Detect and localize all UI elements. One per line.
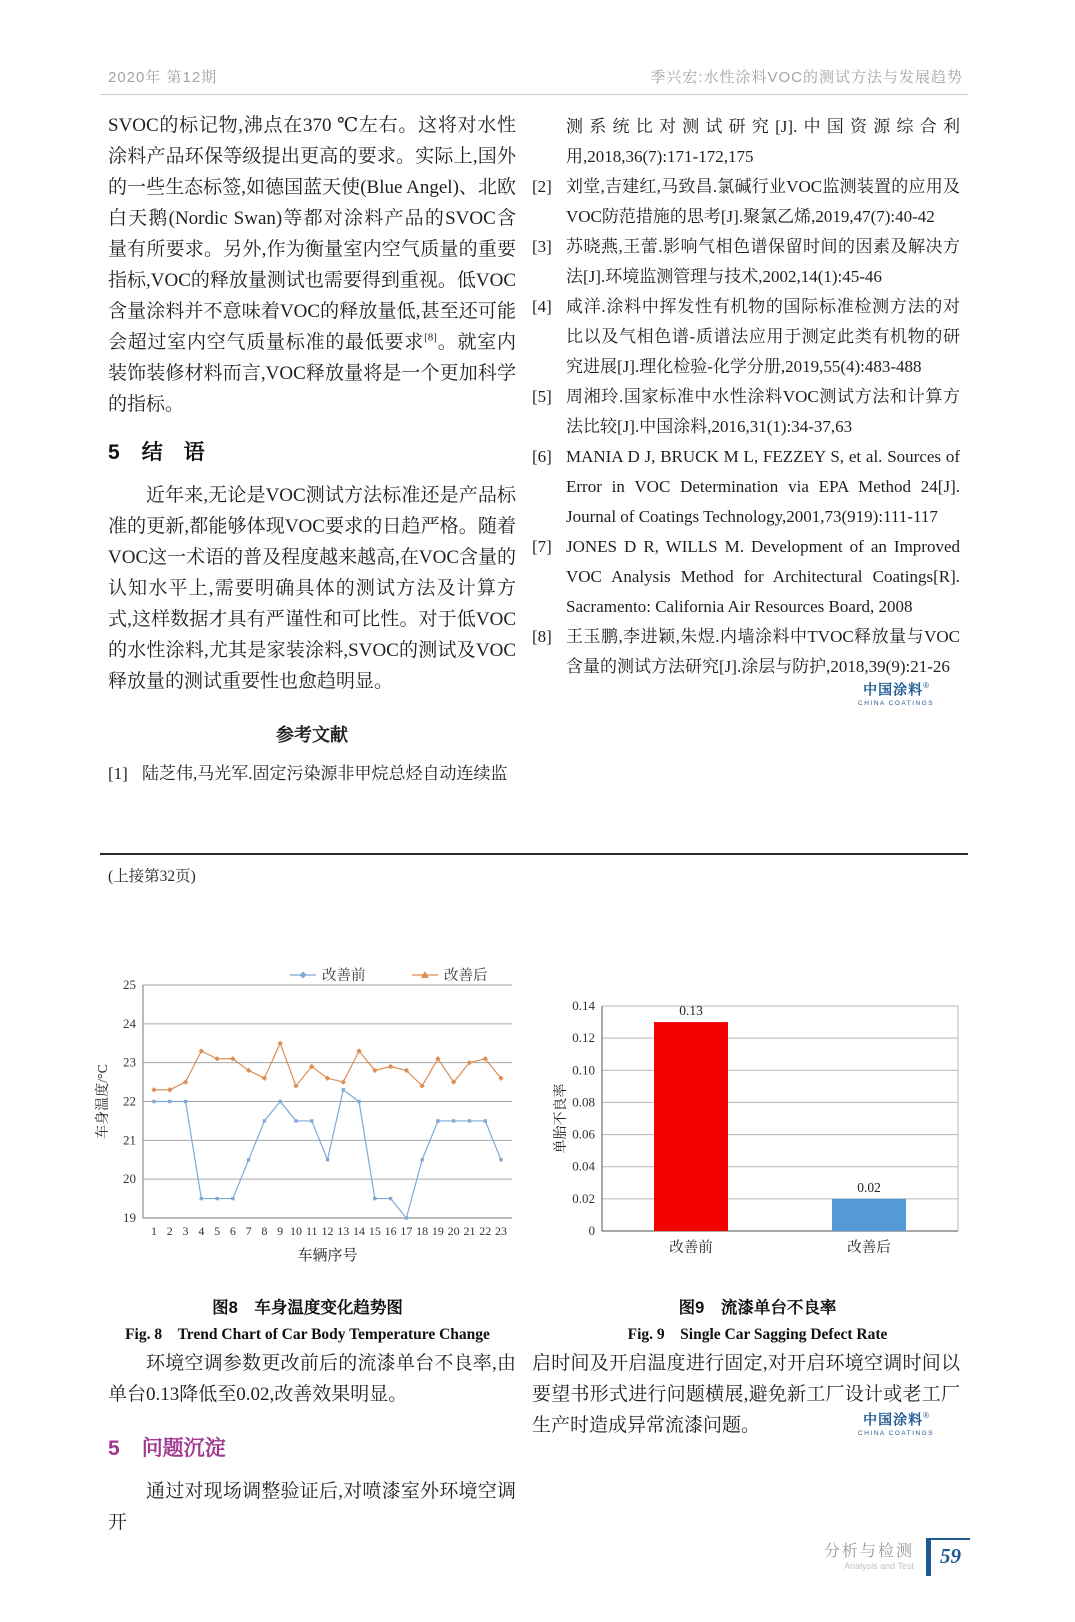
reference-number: [2]	[532, 177, 552, 196]
bottom-left-column	[108, 1348, 516, 1538]
reference-item	[108, 759, 516, 789]
fig9-caption-cn: 图9 流漆单台不良率	[678, 1299, 837, 1317]
logo-cn-text: 中国涂料	[863, 1411, 924, 1428]
svg-text:24: 24	[123, 1015, 136, 1031]
svg-text:0: 0	[588, 1223, 595, 1238]
section-divider-rule	[100, 853, 968, 855]
svg-text:车辆序号: 车辆序号	[297, 1248, 358, 1264]
logo-en-text: CHINA COATINGS	[858, 1430, 935, 1438]
section-heading-problem	[108, 1432, 516, 1462]
reference-text: 王玉鹏,李进颖,朱煜.内墙涂料中TVOC释放量与VOC含量的测试方法研究[J].涂层与防护,2018,39(9):21-26	[566, 627, 960, 676]
fig9-caption-en: Fig. 9 Single Car Sagging Defect Rate	[627, 1326, 888, 1343]
svg-text:0.12: 0.12	[572, 1030, 595, 1046]
reference-number: [6]	[532, 447, 552, 466]
svg-text:22: 22	[479, 1224, 492, 1238]
reference-item	[532, 622, 960, 682]
section-number: 5	[108, 1437, 120, 1460]
footer-cn-text: 分析与检测	[823, 1543, 914, 1560]
reference-item	[532, 382, 960, 442]
top-right-column	[532, 112, 960, 682]
reference-number: [1]	[108, 764, 128, 783]
citation-superscript: [8]	[424, 331, 437, 344]
paragraph-conclusion: 近年来,无论是VOC测试方法标准还是产品标准的更新,都能够体现VOC要求的日趋严格。随着VOC这一术语的普及程度越来越高,在VOC含量的认知水平上,需要明确具体的测试方法及计算方式,这样数据才具有严谨性和可比性。对于低VOC的水性涂料,尤其是家装涂料,SVOC的测试及VOC释放量的测试重要性也愈趋明显。	[108, 485, 516, 692]
reference-text: JONES D R, WILLS M. Development of an Improved VOC Analysis Method for Architectural Coatings[R]. Sacramento: California Air Resources Board, 2008	[566, 537, 960, 616]
svg-text:1: 1	[151, 1224, 157, 1238]
page-number: 59	[926, 1538, 970, 1576]
svg-text:19: 19	[431, 1224, 444, 1238]
svg-text:车身温度/°C: 车身温度/°C	[96, 1064, 111, 1139]
fig8-caption-cn: 图8 车身温度变化趋势图	[212, 1299, 403, 1317]
svg-text:17: 17	[400, 1224, 413, 1238]
paragraph-svoc	[108, 110, 516, 420]
reference-text: 陆芝伟,马光军.固定污染源非甲烷总烃自动连续监	[142, 764, 508, 783]
section-number: 5	[108, 441, 120, 464]
reference-text: 周湘玲.国家标准中水性涂料VOC测试方法和计算方法比较[J].中国涂料,2016,31(1):34-37,63	[566, 387, 960, 436]
svg-text:改善前: 改善前	[322, 968, 366, 984]
reference-item	[532, 112, 960, 172]
footer-section-label	[824, 1542, 914, 1572]
reference-item	[532, 442, 960, 532]
paragraph-problem-continued: 启时间及开启温度进行固定,对开启环境空调时间以要望书形式进行问题横展,避免新工厂设计或老工厂生产时造成异常流漆问题。	[532, 1353, 960, 1436]
svg-text:10: 10	[289, 1224, 302, 1238]
svg-text:22: 22	[123, 1093, 136, 1109]
svg-text:单胎不良率: 单胎不良率	[554, 1083, 569, 1154]
svg-text:5: 5	[214, 1224, 221, 1238]
reference-text: 测系统比对测试研究[J].中国资源综合利用,2018,36(7):171-172,175	[566, 117, 960, 166]
reference-number: [7]	[532, 537, 552, 556]
svg-text:16: 16	[384, 1224, 397, 1238]
svg-text:0.02: 0.02	[572, 1190, 595, 1206]
china-coatings-logo	[858, 682, 934, 708]
svg-text:0.08: 0.08	[572, 1094, 595, 1110]
sagging-defect-rate-bar-chart	[545, 948, 970, 1293]
reference-text: 咸洋.涂料中挥发性有机物的国际标准检测方法的对比以及气相色谱-质谱法应用于测定此类有机物的研究进展[J].理化检验-化学分册,2019,55(4):483-488	[566, 297, 960, 376]
svg-text:6: 6	[229, 1224, 236, 1238]
svg-text:改善前: 改善前	[669, 1240, 713, 1256]
svg-text:0.13: 0.13	[679, 1003, 703, 1019]
svg-text:15: 15	[368, 1224, 381, 1238]
paragraph-improvement-result: 环境空调参数更改前后的流漆单台不良率,由单台0.13降低至0.02,改善效果明显。	[108, 1353, 516, 1405]
reference-item	[532, 232, 960, 292]
reference-text: 刘堂,吉建红,马致昌.氯碱行业VOC监测装置的应用及VOC防范措施的思考[J].聚氯乙烯,2019,47(7):40-42	[566, 177, 960, 226]
reference-number	[532, 112, 566, 172]
svg-text:7: 7	[245, 1224, 252, 1238]
svg-text:4: 4	[198, 1224, 205, 1238]
svg-text:20: 20	[447, 1224, 460, 1238]
svg-text:14: 14	[353, 1224, 366, 1238]
header-issue: 2020年 第12期	[108, 69, 218, 86]
footer-en-text: Analysis and Test	[844, 1561, 914, 1572]
svg-text:13: 13	[337, 1224, 350, 1238]
svg-text:0.06: 0.06	[572, 1126, 595, 1142]
svg-text:改善后: 改善后	[847, 1240, 891, 1256]
svg-text:11: 11	[305, 1224, 318, 1238]
paragraph-problem-start: 通过对现场调整验证后,对喷漆室外环境空调开	[108, 1481, 516, 1533]
car-body-temperature-line-chart	[92, 948, 522, 1293]
paragraph-svoc-text: SVOC的标记物,沸点在370 ℃左右。这将对水性涂料产品环保等级提出更高的要求。实际上,国外的一些生态标签,如德国蓝天使(Blue Angel)、北欧白天鹅(Nordic Swan)等都对涂料产品的SVOC含量有所要求。另外,作为衡量室内空气质量的重要指标,VOC的释放量测试也需要得到重视。低VOC含量涂料并不意味着VOC的释放量低,甚至还可能会超过室内空气质量标准的最低要求	[108, 115, 516, 353]
logo-cn-text: 中国涂料	[863, 681, 924, 698]
svg-text:18: 18	[416, 1224, 429, 1238]
svg-text:2: 2	[166, 1224, 173, 1238]
reference-item	[532, 532, 960, 622]
svg-text:21: 21	[463, 1224, 476, 1238]
fig8-caption-en: Fig. 8 Trend Chart of Car Body Temperature Change	[125, 1326, 490, 1343]
reference-number: [4]	[532, 297, 552, 316]
svg-text:0.14: 0.14	[572, 998, 595, 1013]
svg-text:20: 20	[123, 1171, 136, 1187]
logo-en-text: CHINA COATINGS	[858, 700, 935, 708]
section-title: 问题沉淀	[141, 1437, 226, 1460]
header-rule	[100, 94, 968, 95]
registered-mark-icon: ®	[923, 681, 930, 690]
reference-text: MANIA D J, BRUCK M L, FEZZEY S, et al. Sources of Error in VOC Determination via EPA Method 24[J]. Journal of Coatings Technology,2001,73(919):111-117	[566, 447, 960, 526]
page-footer	[640, 1538, 970, 1576]
reference-number: [8]	[532, 627, 552, 646]
section-title: 结 语	[141, 441, 205, 464]
references-heading: 参考文献	[276, 725, 348, 745]
svg-text:23: 23	[123, 1054, 136, 1070]
reference-number: [3]	[532, 237, 552, 256]
svg-text:0.04: 0.04	[572, 1158, 595, 1174]
svg-text:3: 3	[182, 1224, 189, 1238]
svg-text:改善后: 改善后	[444, 968, 488, 984]
svg-text:23: 23	[495, 1224, 507, 1238]
reference-text: 苏晓燕,王蕾.影响气相色谱保留时间的因素及解决方法[J].环境监测管理与技术,2002,14(1):45-46	[566, 237, 960, 286]
svg-text:21: 21	[123, 1132, 136, 1148]
svg-text:25: 25	[123, 977, 136, 992]
header-running-title: 季兴宏:水性涂料VOC的测试方法与发展趋势	[650, 69, 963, 86]
china-coatings-logo	[858, 1412, 934, 1438]
reference-number: [5]	[532, 387, 552, 406]
paragraph-svoc-text-2: 。就室内装饰装修材料而言,VOC释放量将是一个更加科学的指标。	[108, 332, 516, 415]
svg-text:19: 19	[123, 1210, 136, 1225]
svg-text:9: 9	[277, 1224, 284, 1238]
top-left-column	[108, 110, 516, 789]
section-heading-conclusion	[108, 436, 516, 466]
svg-text:8: 8	[261, 1224, 268, 1238]
reference-item	[532, 292, 960, 382]
registered-mark-icon: ®	[923, 1411, 930, 1420]
svg-text:0.10: 0.10	[572, 1062, 595, 1078]
svg-text:12: 12	[321, 1224, 334, 1238]
reference-item	[532, 172, 960, 232]
svg-text:0.02: 0.02	[857, 1179, 881, 1195]
continued-from-note: (上接第32页)	[108, 868, 196, 885]
